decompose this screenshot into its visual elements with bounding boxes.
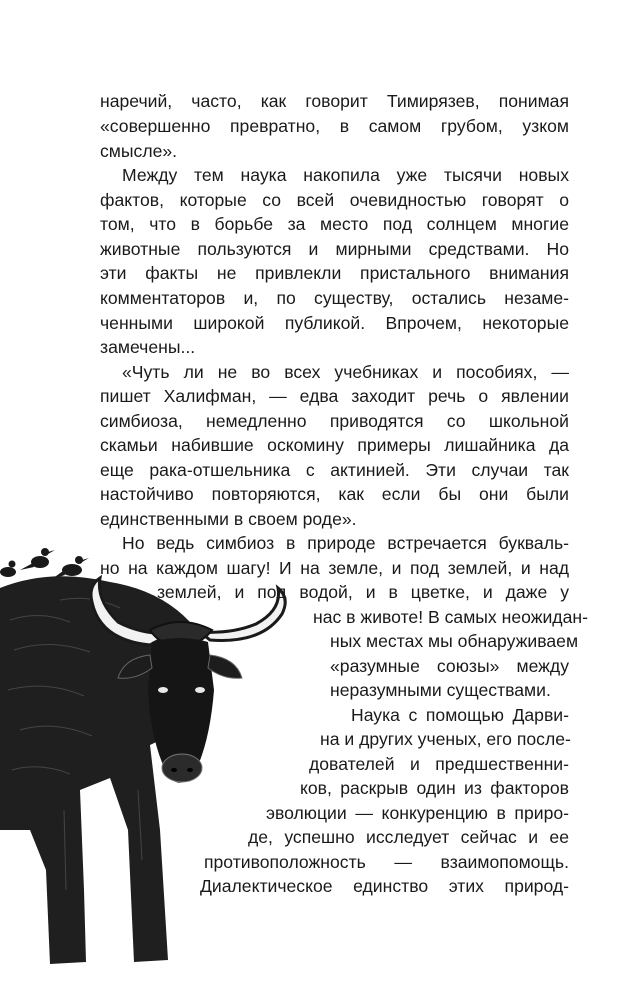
line-12: «Чуть ли не во всех учебниках и пособиях, — [122,362,569,382]
line-14: симбиоза, немедленно приводятся со школьной [100,411,569,431]
line-15: скамьи набившие оскомину примеры лишайника да [100,435,569,455]
line-05: фактов, которые со всей очевидностью говорят о [100,190,569,210]
line-27: на и других ученых, его после- [320,729,571,749]
line-08: эти факты не привлекли пристального внимания [100,263,569,283]
line-02: «совершенно превратно, в самом грубом, узком [100,116,569,136]
line-03: смысле». [100,141,178,161]
line-32: противоположность — взаимопомощь. [204,852,569,872]
line-18: единственными в своем роде». [100,509,357,529]
line-33: Диалектическое единство этих природ- [200,876,569,896]
line-30: эволюции — конкуренцию в приро- [266,803,569,823]
buffalo-body [0,576,285,964]
line-31: де, успешно исследует сейчас и ее [248,827,569,847]
line-07: животные пользуются и мирными средствами. Но [100,239,569,259]
line-17: настойчиво повторяются, как если бы они были [100,484,569,504]
line-09: комментаторов и, по существу, остались незаме- [100,288,569,308]
line-22: нас в животе! В самых неожидан- [313,607,588,627]
line-04: Между тем наука накопила уже тысячи новых [122,165,569,185]
line-01: наречий, часто, как говорит Тимирязев, понимая [100,91,569,111]
line-11: замечены... [100,337,196,357]
line-20: но на каждом шагу! И на земле, и под землей, и над [100,558,569,578]
line-26: Наука с помощью Дарви- [351,705,569,725]
line-29: ков, раскрыв один из факторов [300,778,569,798]
line-19: Но ведь симбиоз в природе встречается букваль- [122,533,569,553]
line-21: землей, и под водой, и в цветке, и даже у [157,582,569,602]
line-06: том, что в борьбе за место под солнцем многие [100,214,569,234]
line-16: еще рака-отшельника с актинией. Эти случаи так [100,460,569,480]
line-23: ных местах мы обнаруживаем [330,631,579,651]
line-10: ченными широкой публикой. Впрочем, некоторые [100,313,569,333]
line-25: неразумными существами. [330,680,551,700]
line-13: пишет Халифман, — едва заходит речь о явлении [100,386,569,406]
oxpecker-birds [0,548,89,579]
line-24: «разумные союзы» между [330,656,569,676]
line-28: дователей и предшественни- [309,754,569,774]
